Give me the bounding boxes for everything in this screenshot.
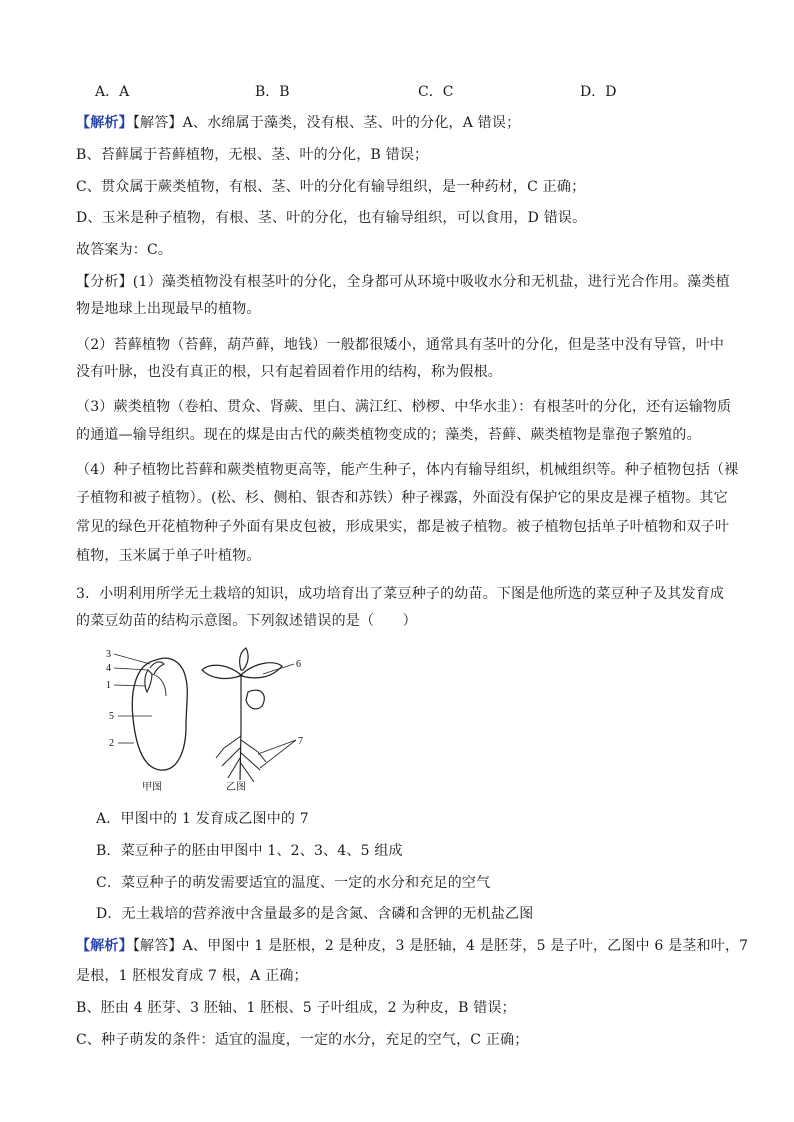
q2-solution-line-3: C、贯众属于蕨类植物，有根、茎、叶的分化有输导组织，是一种药材，C 正确； — [76, 179, 586, 195]
seed-seedling-figure — [100, 640, 330, 795]
q3-solution-line-2: 是根，1 胚根发育成 7 根，A 正确； — [76, 968, 308, 984]
cotyledon-shape — [246, 690, 264, 709]
plumule-outline — [150, 662, 164, 674]
q2-solution-line-4: D、玉米是种子植物，有根、茎、叶的分化，也有输导组织，可以食用，D 错误。 — [76, 210, 587, 226]
q2-answer-line: 故答案为：C。 — [76, 242, 173, 258]
q3-stem-line-1: 3．小明利用所学无土栽培的知识，成功培育出了菜豆种子的幼苗。下图是他所选的菜豆种子及其发育成 — [76, 586, 725, 602]
seedling-diagram — [202, 648, 296, 782]
solution-tag: 【解析】 — [76, 115, 133, 131]
caption-left: 甲图 — [142, 782, 162, 793]
label-1: 1 — [106, 680, 111, 691]
right-leaf — [242, 663, 282, 678]
q2-analysis-line-4: 没有叶脉，也没有真正的根，只有起着固着作用的结构，称为假根。 — [76, 364, 502, 380]
q3-solution-line-4: C、种子萌发的条件：适宜的温度，一定的水分，充足的空气，C 正确； — [76, 1032, 529, 1048]
q3-option-d: D．无土栽培的营养液中含量最多的是含氮、含磷和含钾的无机盐乙图 — [96, 906, 534, 922]
q2-analysis-line-3: （2）苔藓植物（苔藓，葫芦藓，地钱）一般都很矮小，通常具有茎叶的分化，但是茎中没有导管，叶中 — [76, 337, 725, 353]
q2-analysis-line-1: 【分析】(1）藻类植物没有根茎叶的分化，全身都可从环境中吸收水分和无机盐，进行光合作用。藻类植 — [76, 274, 730, 290]
label-4: 4 — [106, 663, 111, 674]
prev-option-c: C．C — [418, 84, 454, 100]
label-7: 7 — [298, 736, 303, 747]
prev-option-b: B．B — [255, 84, 290, 100]
prev-option-a: A．A — [95, 84, 130, 100]
q2-solution-line-1 — [76, 113, 520, 133]
label-2: 2 — [109, 738, 114, 749]
upper-leaf — [240, 648, 249, 670]
q3-solution-line-3: B、胚由 4 胚芽、3 胚轴、1 胚根、5 子叶组成，2 为种皮，B 错误； — [76, 1000, 516, 1016]
prev-option-d: D．D — [580, 84, 617, 100]
label-3: 3 — [106, 649, 111, 660]
q2-analysis-line-7: （4）种子植物比苔藓和蕨类植物更高等，能产生种子，体内有输导组织，机械组织等。种子植物包括（裸 — [76, 462, 739, 478]
seed-diagram — [114, 654, 187, 770]
embryo-outline — [145, 670, 152, 692]
q2-solution-text-1: 【解答】A、水绵属于藻类，没有根、茎、叶的分化，A 错误； — [132, 115, 521, 131]
q2-analysis-line-2: 物是地球上出现最早的植物。 — [76, 301, 261, 317]
q2-analysis-line-9: 常见的绿色开花植物种子外面有果皮包被，形成果实，都是被子植物。被子植物包括单子叶植物和双子叶 — [76, 519, 730, 535]
label-5: 5 — [109, 711, 114, 722]
q3-option-a: A．甲图中的 1 发育成乙图中的 7 — [96, 811, 309, 827]
q3-solution-text-1: 【解答】A、甲图中 1 是胚根，2 是种皮，3 是胚轴，4 是胚芽，5 是子叶，乙图中 6 是茎和叶，7 — [132, 938, 749, 954]
q2-analysis-line-5: （3）蕨类植物（卷柏、贯众、肾蕨、里白、满江红、桫椤、中华水韭）：有根茎叶的分化，还有运输物质 — [76, 399, 732, 415]
q3-option-c: C．菜豆种子的萌发需要适宜的温度、一定的水分和充足的空气 — [96, 875, 491, 891]
q2-analysis-line-10: 植物，玉米属于单子叶植物。 — [76, 548, 261, 564]
q2-analysis-line-6: 的通道—输导组织。现在的煤是由古代的蕨类植物变成的；藻类，苔藓、蕨类植物是靠孢子繁殖的。 — [76, 427, 701, 443]
left-leaf — [202, 665, 240, 678]
solution-tag: 【解析】 — [76, 938, 133, 954]
q3-stem-line-2: 的菜豆幼苗的结构示意图。下列叙述错误的是（ ） — [76, 613, 417, 629]
q2-solution-line-2: B、苔藓属于苔藓植物，无根、茎、叶的分化，B 错误； — [76, 147, 429, 163]
cotyledon-outline — [152, 674, 166, 696]
q3-option-b: B．菜豆种子的胚由甲图中 1、2、3、4、5 组成 — [96, 843, 403, 859]
main-root — [240, 730, 241, 780]
seed-coat-outline — [132, 658, 187, 770]
label-6: 6 — [296, 659, 301, 670]
caption-right: 乙图 — [226, 782, 246, 793]
q2-analysis-line-8: 子植物和被子植物）。(松、杉、侧柏、银杏和苏铁）种子裸露，外面没有保护它的果皮是裸子植物。其它 — [76, 490, 728, 506]
q3-solution-line-1 — [76, 936, 748, 956]
